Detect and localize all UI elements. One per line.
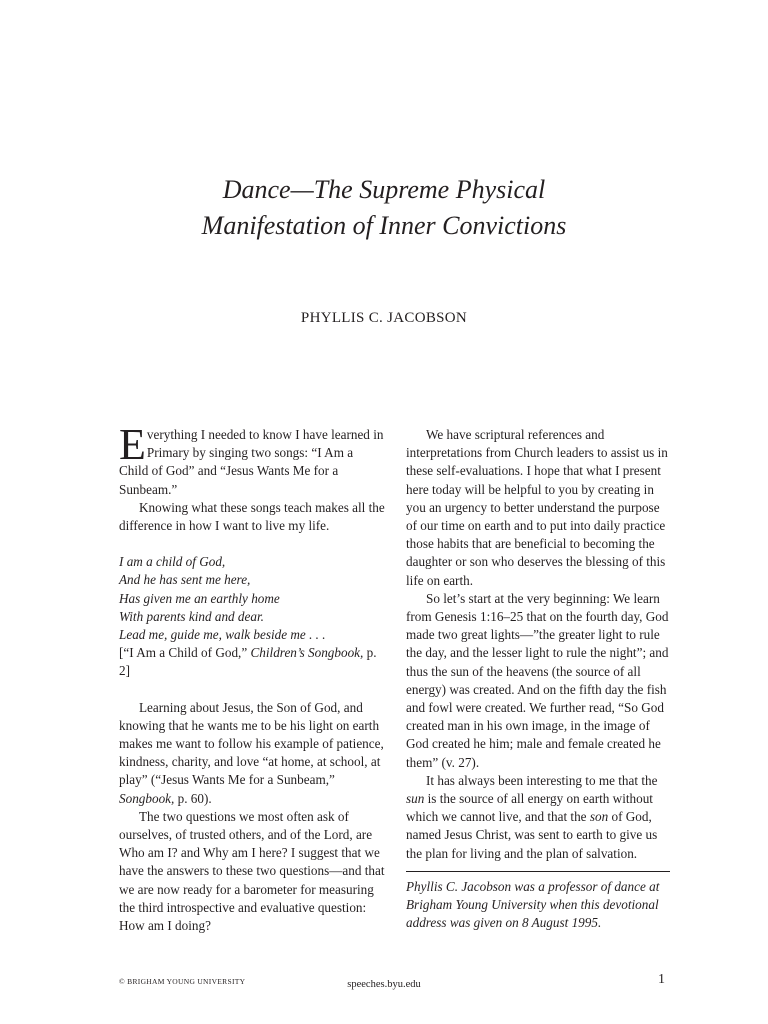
- paragraph: [406, 772, 672, 863]
- paragraph-text: Learning about Jesus, the Son of God, and knowing that he wants me to be his light on earth makes me want to follow his example of patience, kindness, charity, and love “at home, at school, at play” (“Jesus Wants Me for a Sunbeam,”: [119, 699, 384, 788]
- footnote-divider: [406, 871, 670, 872]
- paragraph-text: is the source of all energy on earth without which we cannot live, and that the: [406, 791, 653, 825]
- title-line-2: Manifestation of Inner Convictions: [201, 211, 567, 240]
- website-url: speeches.byu.edu: [347, 979, 421, 990]
- paragraph: Knowing what these songs teach makes all the difference in how I want to live my life.: [119, 499, 385, 534]
- citation-source: Songbook,: [119, 790, 175, 806]
- lyric-line: I am a child of God,: [119, 554, 226, 570]
- author-name: PHYLLIS C. JACOBSON: [300, 310, 468, 326]
- song-citation: [119, 644, 385, 680]
- lyric-line: With parents kind and dear.: [119, 608, 264, 624]
- title-line-1: Dance—The Supreme Physical: [222, 175, 546, 204]
- paragraph-text: of God, named Jesus Christ, was sent to earth to give us the plan for living and the plan of salvation.: [406, 809, 658, 861]
- song-lyrics: [119, 553, 385, 644]
- citation-page: p. 60).: [174, 790, 212, 806]
- paragraph: We have scriptural references and interpretations from Church leaders to assist us in these self-evaluations. I hope that what I present here today will be helpful to you by creating in you an urgency to better understand the purpose of our time on earth and to put into daily practice those habits that are beneficial to becoming the daughter or son who deserves the blessing of this life on earth.: [406, 427, 668, 588]
- citation-source: Children’s Songbook,: [250, 645, 364, 661]
- emphasis-sun: sun: [406, 791, 425, 807]
- paragraph: [119, 699, 385, 808]
- lyric-line: Lead me, guide me, walk beside me . . .: [119, 627, 326, 643]
- paragraph: The two questions we most often ask of ourselves, of trusted others, and of the Lord, are Who am I? and Why am I here? I suggest that we have the answers to these two questions—and that we are now ready for a barometer for measuring the third introspective and evaluative question: How am I doing?: [119, 808, 385, 934]
- citation-text: [“I Am a Child of God,”: [119, 645, 251, 661]
- lyric-line: And he has sent me here,: [119, 572, 251, 588]
- left-column: [119, 420, 385, 935]
- page-number: 1: [658, 972, 665, 987]
- spacer: [119, 535, 385, 553]
- copyright-notice: © BRIGHAM YOUNG UNIVERSITY: [119, 977, 246, 986]
- right-column: [406, 426, 672, 932]
- opening-paragraph: [119, 420, 385, 499]
- author-biography-note: Phyllis C. Jacobson was a professor of dance at Brigham Young University when this devotional address was given on 8 August 1995.: [406, 878, 660, 931]
- lyric-line: Has given me an earthly home: [119, 590, 280, 606]
- emphasis-son: son: [589, 809, 609, 825]
- opening-text: verything I needed to know I have learned in Primary by singing two songs: “I Am a Child of God” and “Jesus Wants Me for a Sunbeam.”: [119, 427, 384, 497]
- paragraph-text: It has always been interesting to me that the: [426, 772, 658, 788]
- paragraph: So let’s start at the very beginning: We learn from Genesis 1:16–25 that on the fourth day, God made two great lights—”the greater light to rule the day, and the lesser light to rule the night”; and thus the sun of the heavens (the source of all energy) was created. And on the fifth day the fish and fowl were created. We further read, “So God created man in his own image, in the image of God created he him; male and female created he them” (v. 27).: [406, 590, 669, 770]
- speech-title: [0, 172, 768, 244]
- citation-page: p. 2]: [119, 645, 377, 679]
- spacer: [119, 681, 385, 699]
- drop-cap: E: [119, 420, 146, 469]
